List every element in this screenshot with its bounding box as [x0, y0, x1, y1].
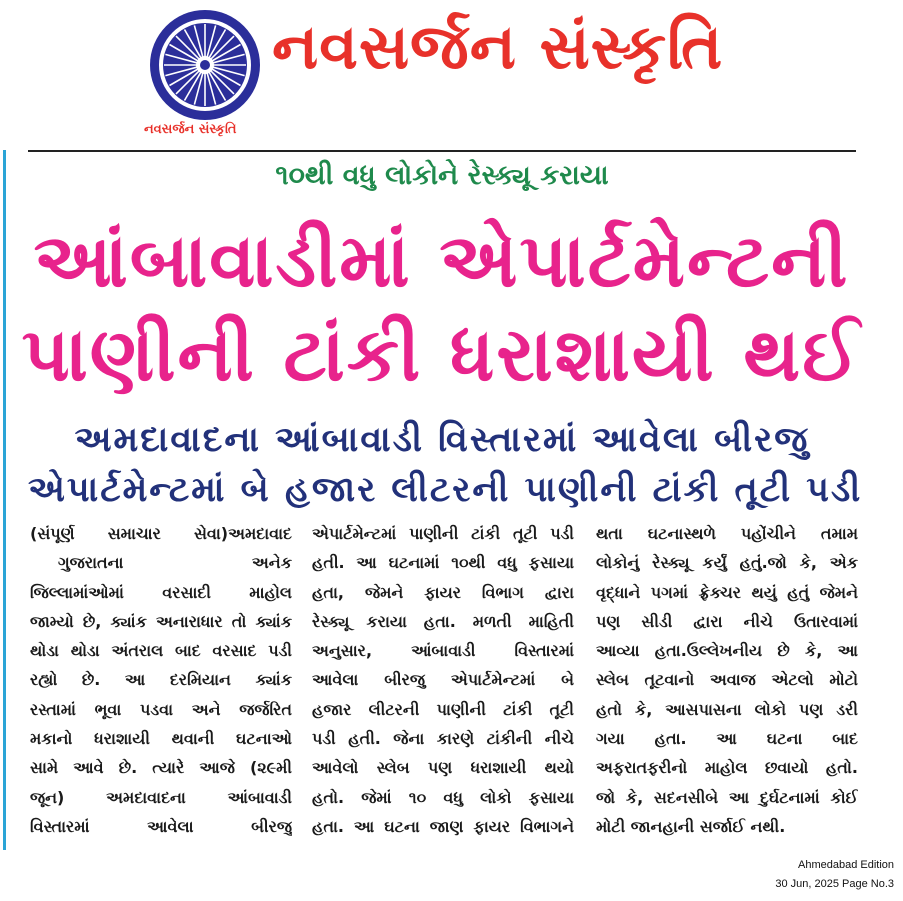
article-column-3 [596, 519, 858, 849]
column-line: ગુજરાતના અનેક [58, 553, 292, 573]
column-line: રેસ્ક્યૂ કરાયા હતા. મળતી માહિતી [312, 611, 574, 631]
logo-caption: નવસર્જન સંસ્કૃતિ [144, 122, 237, 137]
subheadline-line-2: એપાર્ટમેન્ટમાં બે હજાર લીટરની પાણીની ટાંકી તૂટી પડી [28, 470, 863, 510]
column-line: મકાનો ધરાશાયી થવાની ઘટનાઓ [30, 729, 292, 749]
column-line: અનુસાર, આંબાવાડી વિસ્તારમાં [312, 641, 574, 661]
column-line: જામ્યો છે, ક્યાંક અનારાધાર તો ક્યાંક [30, 611, 292, 631]
article-column-1 [30, 519, 292, 849]
edition-label: Ahmedabad Edition [797, 859, 894, 871]
column-line: થતા ઘટનાસ્થળે પહોંચીને તમામ [596, 524, 858, 543]
column-line: હજાર લીટરની પાણીની ટાંકી તૂટી [312, 699, 574, 719]
column-line: (સંપૂર્ણ સમાચાર સેવા)અમદાવાદ [30, 524, 292, 543]
column-line: જો કે, સદનસીબે આ દુર્ઘટનામાં કોઈ [596, 787, 858, 807]
column-line: હતા. આ ઘટના જાણ ફાયર વિભાગને [312, 816, 574, 836]
article-kicker: ૧૦થી વધુ લોકોને રેસ્ક્યૂ કરાયા [275, 160, 609, 191]
column-line: વિસ્તારમાં આવેલા બીરજુ [30, 816, 292, 836]
column-line: આવેલા બીરજુ એપાર્ટમેન્ટમાં બે [312, 670, 574, 690]
column-line: સ્લેબ તૂટવાનો અવાજ એટલો મોટો [596, 670, 858, 690]
column-line: એપાર્ટમેન્ટમાં પાણીની ટાંકી તૂટી પડી [312, 524, 574, 543]
column-line: સામે આવે છે. ત્યારે આજે (૨૯મી [30, 758, 292, 778]
column-line: થોડા થોડા અંતરાલ બાદ વરસાદ પડી [30, 641, 292, 661]
column-line: પડી હતી. જેના કારણે ટાંકીની નીચે [312, 729, 574, 749]
headline-line-1: આંબાવાડીમાં એપાર્ટમેન્ટની [33, 218, 850, 304]
column-line: આવ્યા હતા.ઉલ્લેખનીય છે કે, આ [596, 641, 858, 661]
column-line: લોકોનું રેસ્ક્યૂ કર્યું હતું.જો કે, એક [596, 553, 858, 573]
headline-line-2: પાણીની ટાંકી ધરાશાયી થઈ [21, 312, 862, 398]
masthead-divider [28, 150, 856, 152]
column-line: રસ્તામાં ભૂવા પડવા અને જર્જરિત [30, 699, 292, 719]
column-line: જિલ્લામાંઓમાં વરસાદી માહોલ [30, 582, 292, 602]
column-line: અફરાતફરીનો માહોલ છવાયો હતો. [596, 758, 858, 778]
column-line: હતો કે, આસપાસના લોકો પણ ડરી [596, 699, 858, 719]
date-page-label: 30 Jun, 2025 Page No.3 [775, 878, 894, 890]
ashoka-chakra-icon [148, 8, 262, 122]
column-line: હતા, જેમને ફાયર વિભાગ દ્વારા [312, 582, 574, 602]
column-line: હતો. જેમાં ૧૦ વધુ લોકો ફસાયા [312, 787, 574, 807]
column-line: પણ સીડી દ્વારા નીચે ઉતારવામાં [596, 611, 858, 631]
article-column-2 [312, 519, 574, 849]
column-line: જૂન) અમદાવાદના આંબાવાડી [30, 787, 292, 807]
column-line: હતી. આ ઘટનામાં ૧૦થી વધુ ફસાયા [312, 553, 574, 573]
left-accent-rule [3, 150, 6, 850]
column-line: રહ્યો છે. આ દરમિયાન ક્યાંક [30, 670, 292, 690]
newspaper-masthead-title: નવસર્જન સંસ્કૃતિ [272, 10, 724, 83]
subheadline-line-1: અમદાવાદના આંબાવાડી વિસ્તારમાં આવેલા બીરજુ [74, 420, 810, 460]
column-line: ગયા હતા. આ ઘટના બાદ [596, 729, 858, 749]
column-line: વૃદ્ધાને પગમાં ફ્રેક્ચર થયું હતું જેમને [596, 582, 858, 602]
column-line: મોટી જાનહાની સર્જાઈ નથી. [596, 816, 786, 836]
column-line: આવેલો સ્લેબ પણ ધરાશાયી થયો [312, 758, 574, 778]
